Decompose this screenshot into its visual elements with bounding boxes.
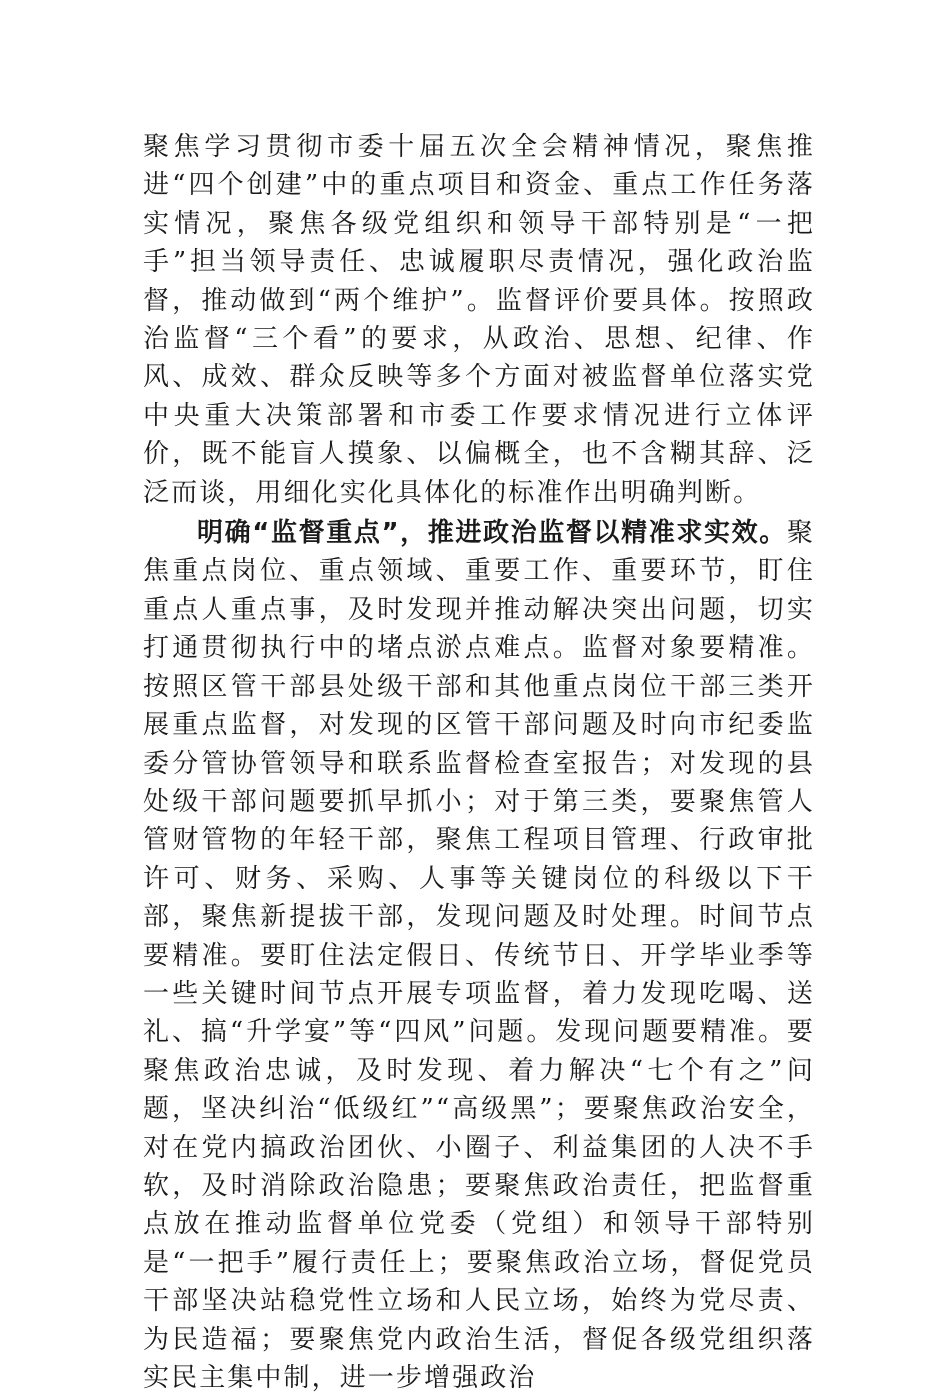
document-page	[143, 128, 815, 1397]
paragraph-1-text: 聚焦学习贯彻市委十届五次全会精神情况，聚焦推进“四个创建”中的重点项目和资金、重点工作任务落实情况，聚焦各级党组织和领导干部特别是“一把手”担当领导责任、忠诚履职尽责情况，强化政治监督，推动做到“两个维护”。监督评价要具体。按照政治监督“三个看”的要求，从政治、思想、纪律、作风、成效、群众反映等多个方面对被监督单位落实党中央重大决策部署和市委工作要求情况进行立体评价，既不能盲人摸象、以偏概全，也不含糊其辞、泛泛而谈，用细化实化具体化的标准作出明确判断。	[143, 132, 815, 508]
paragraph-2-heading: 明确“监督重点”，推进政治监督以精准求实效。	[197, 518, 787, 549]
body-paragraph-1	[143, 128, 815, 512]
paragraph-2-text: 聚焦重点岗位、重点领域、重要工作、重要环节，盯住重点人重点事，及时发现并推动解决突出问题，切实打通贯彻执行中的堵点淤点难点。监督对象要精准。按照区管干部县处级干部和其他重点岗位干部三类开展重点监督，对发现的区管干部问题及时向市纪委监委分管协管领导和联系监督检查室报告；对发现的县处级干部问题要抓早抓小；对于第三类，要聚焦管人管财管物的年轻干部，聚焦工程项目管理、行政审批许可、财务、采购、人事等关键岗位的科级以下干部，聚焦新提拔干部，发现问题及时处理。时间节点要精准。要盯住法定假日、传统节日、开学毕业季等一些关键时间节点开展专项监督，着力发现吃喝、送礼、搞“升学宴”等“四风”问题。发现问题要精准。要聚焦政治忠诚，及时发现、着力解决“七个有之”问题，坚决纠治“低级红”“高级黑”；要聚焦政治安全，对在党内搞政治团伙、小圈子、利益集团的人决不手软，及时消除政治隐患；要聚焦政治责任，把监督重点放在推动监督单位党委（党组）和领导干部特别是“一把手”履行责任上；要聚焦政治立场，督促党员干部坚决站稳党性立场和人民立场，始终为党尽责、为民造福；要聚焦党内政治生活，督促各级党组织落实民主集中制，进一步增强政治	[143, 518, 815, 1393]
body-paragraph-2	[143, 514, 815, 1397]
